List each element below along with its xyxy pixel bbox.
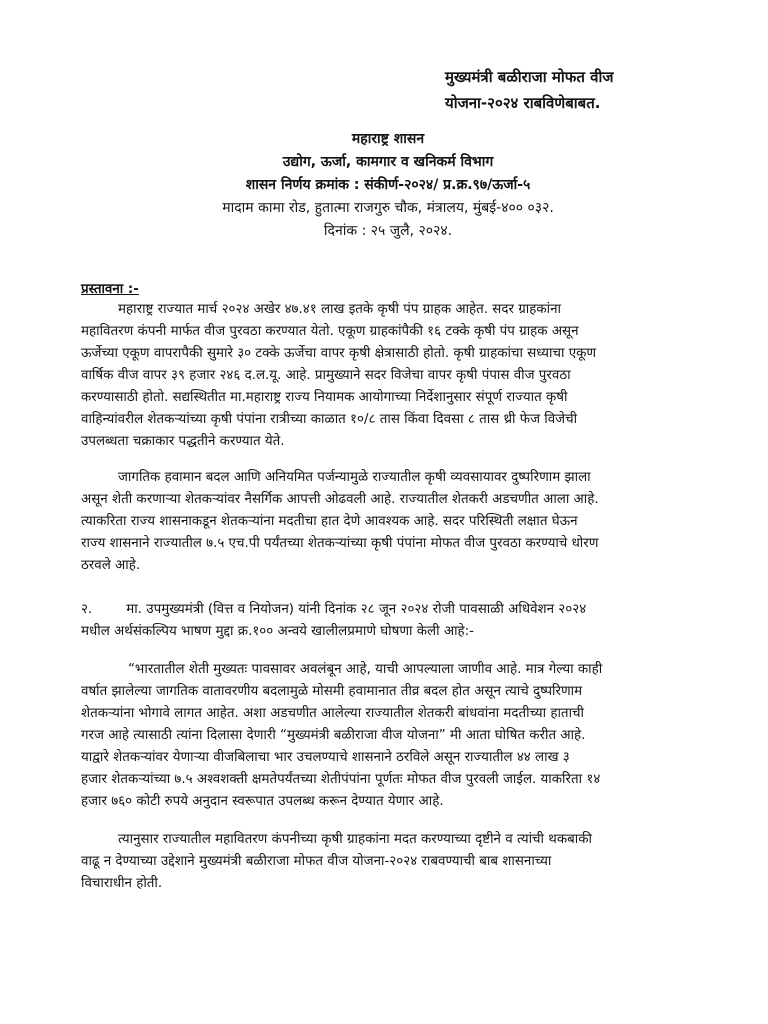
government-name: महाराष्ट्र शासन [351, 131, 425, 147]
body-line: जागतिक हवामान बदल आणि अनियमित पर्जन्यामुळे राज्यातील कृषी व्यवसायावर दुष्परिणाम झाला [118, 470, 591, 485]
body-line: वार्षिक वीज वापर ३९ हजार २४६ द.ल.यू. आहे. प्रामुख्याने सदर विजेचा वापर कृषी पंपास वीज पुरवठा [81, 368, 571, 383]
quote-line: “भारतातील शेती मुख्यतः पावसावर अवलंबून आहे, याची आपल्याला जाणीव आहे. मात्र गेल्या काही [128, 662, 603, 677]
body-line: करण्यासाठी होतो. सद्यस्थितीत मा.महाराष्ट्र राज्य नियामक आयोगाच्या निर्देशानुसार संपूर्ण राज्यात कृषी [81, 390, 568, 405]
body-line: मधील अर्थसंकल्पिय भाषण मुद्दा क्र.१०० अन्वये खालीलप्रमाणे घोषणा केली आहे:- [81, 624, 475, 639]
body-line: राज्य शासनाने राज्यातील ७.५ एच.पी पर्यंतच्या शेतकऱ्यांच्या कृषी पंपांना मोफत वीज पुरवठा करण्याचे धोरण [81, 536, 599, 551]
body-line: ऊर्जेच्या एकूण वापरापैकी सुमारे ३० टक्के ऊर्जेचा वापर कृषी क्षेत्रासाठी होतो. कृषी ग्राहकांचा सध्याचा एकूण [81, 346, 597, 361]
section-heading: प्रस्तावना :- [81, 282, 139, 297]
quote-line: गरज आहे त्यासाठी त्यांना दिलासा देणारी “मुख्यमंत्री बळीराजा वीज योजना” मी आता घोषित करीत आहे. [81, 728, 586, 743]
body-line: असून शेती करणाऱ्या शेतकऱ्यांवर नैसर्गिक आपत्ती ओढवली आहे. राज्यातील शेतकरी अडचणीत आला आहे. [81, 492, 599, 507]
quote-line: वर्षात झालेल्या जागतिक वातावरणीय बदलामुळे मोसमी हवामानात तीव्र बदल होत असून त्याचे दुष्परिणाम [81, 684, 583, 699]
subject-block [445, 64, 745, 116]
body-line: त्याकरिता राज्य शासनाकडून शेतकऱ्यांना मदतीचा हात देणे आवश्यक आहे. सदर परिस्थिती लक्षात घेऊन [81, 514, 578, 529]
body-line: वाहिन्यांवरील शेतकऱ्यांच्या कृषी पंपांना रात्रीच्या काळात १०/८ तास किंवा दिवसा ८ तास थ्री फेज विजेची [81, 412, 578, 427]
office-address: मादाम कामा रोड, हुतात्मा राजगुरु चौक, मंत्रालय, मुंबई-४०० ०३२. [222, 200, 554, 216]
department-name: उद्योग, ऊर्जा, कामगार व खनिकर्म विभाग [282, 154, 494, 170]
body-line: २. मा. उपमुख्यमंत्री (वित्त व नियोजन) यांनी दिनांक २८ जून २०२४ रोजी पावसाळी अधिवेशन २०२४ [81, 602, 587, 617]
body-line: वाढू न देण्याच्या उद्देशाने मुख्यमंत्री बळीराजा मोफत वीज योजना-२०२४ राबवण्याची बाब शासनाच्या [81, 854, 552, 869]
subject-line-2: योजना-२०२४ राबविणेबाबत. [445, 94, 601, 112]
gr-number: शासन निर्णय क्रमांक : संकीर्ण-२०२४/ प्र.क्र.९७/ऊर्जा-५ [245, 177, 531, 193]
quote-line: हजार ७६० कोटी रुपये अनुदान स्वरूपात उपलब्ध करून देण्यात येणार आहे. [81, 794, 444, 809]
subject-line-1: मुख्यमंत्री बळीराजा मोफत वीज [445, 68, 614, 86]
body-line: ठरवले आहे. [81, 558, 141, 573]
document-date: दिनांक : २५ जुलै, २०२४. [323, 223, 453, 239]
quote-line: याद्वारे शेतकऱ्यांवर येणाऱ्या वीजबिलाचा भार उचलण्याचे शासनाने ठरविले असून राज्यातील ४४ लाख ३ [81, 750, 570, 765]
quote-line: शेतकऱ्यांना भोगावे लागत आहेत. अशा अडचणीत आलेल्या राज्यातील शेतकरी बांधवांना मदतीच्या हाताची [81, 706, 585, 721]
body-line: उपलब्धता चक्राकार पद्धतीने करण्यात येते. [81, 434, 285, 449]
body-line: विचाराधीन होती. [81, 876, 163, 891]
document-header [90, 128, 686, 243]
quote-line: हजार शेतकऱ्यांच्या ७.५ अश्वशक्ती क्षमतेपर्यंतच्या शेतीपंपांना पूर्णतः मोफत वीज पुरवली जाईल. याकरिता १४ [81, 772, 601, 787]
body-line: त्यानुसार राज्यातील महावितरण कंपनीच्या कृषी ग्राहकांना मदत करण्याच्या दृष्टीने व त्यांची थकबाकी [118, 832, 592, 847]
body-line: महाराष्ट्र राज्यात मार्च २०२४ अखेर ४७.४१ लाख इतके कृषी पंप ग्राहक आहेत. सदर ग्राहकांना [118, 302, 561, 317]
body-line: महावितरण कंपनी मार्फत वीज पुरवठा करण्यात येतो. एकूण ग्राहकांपैकी १६ टक्के कृषी पंप ग्राहक असून [81, 324, 579, 339]
